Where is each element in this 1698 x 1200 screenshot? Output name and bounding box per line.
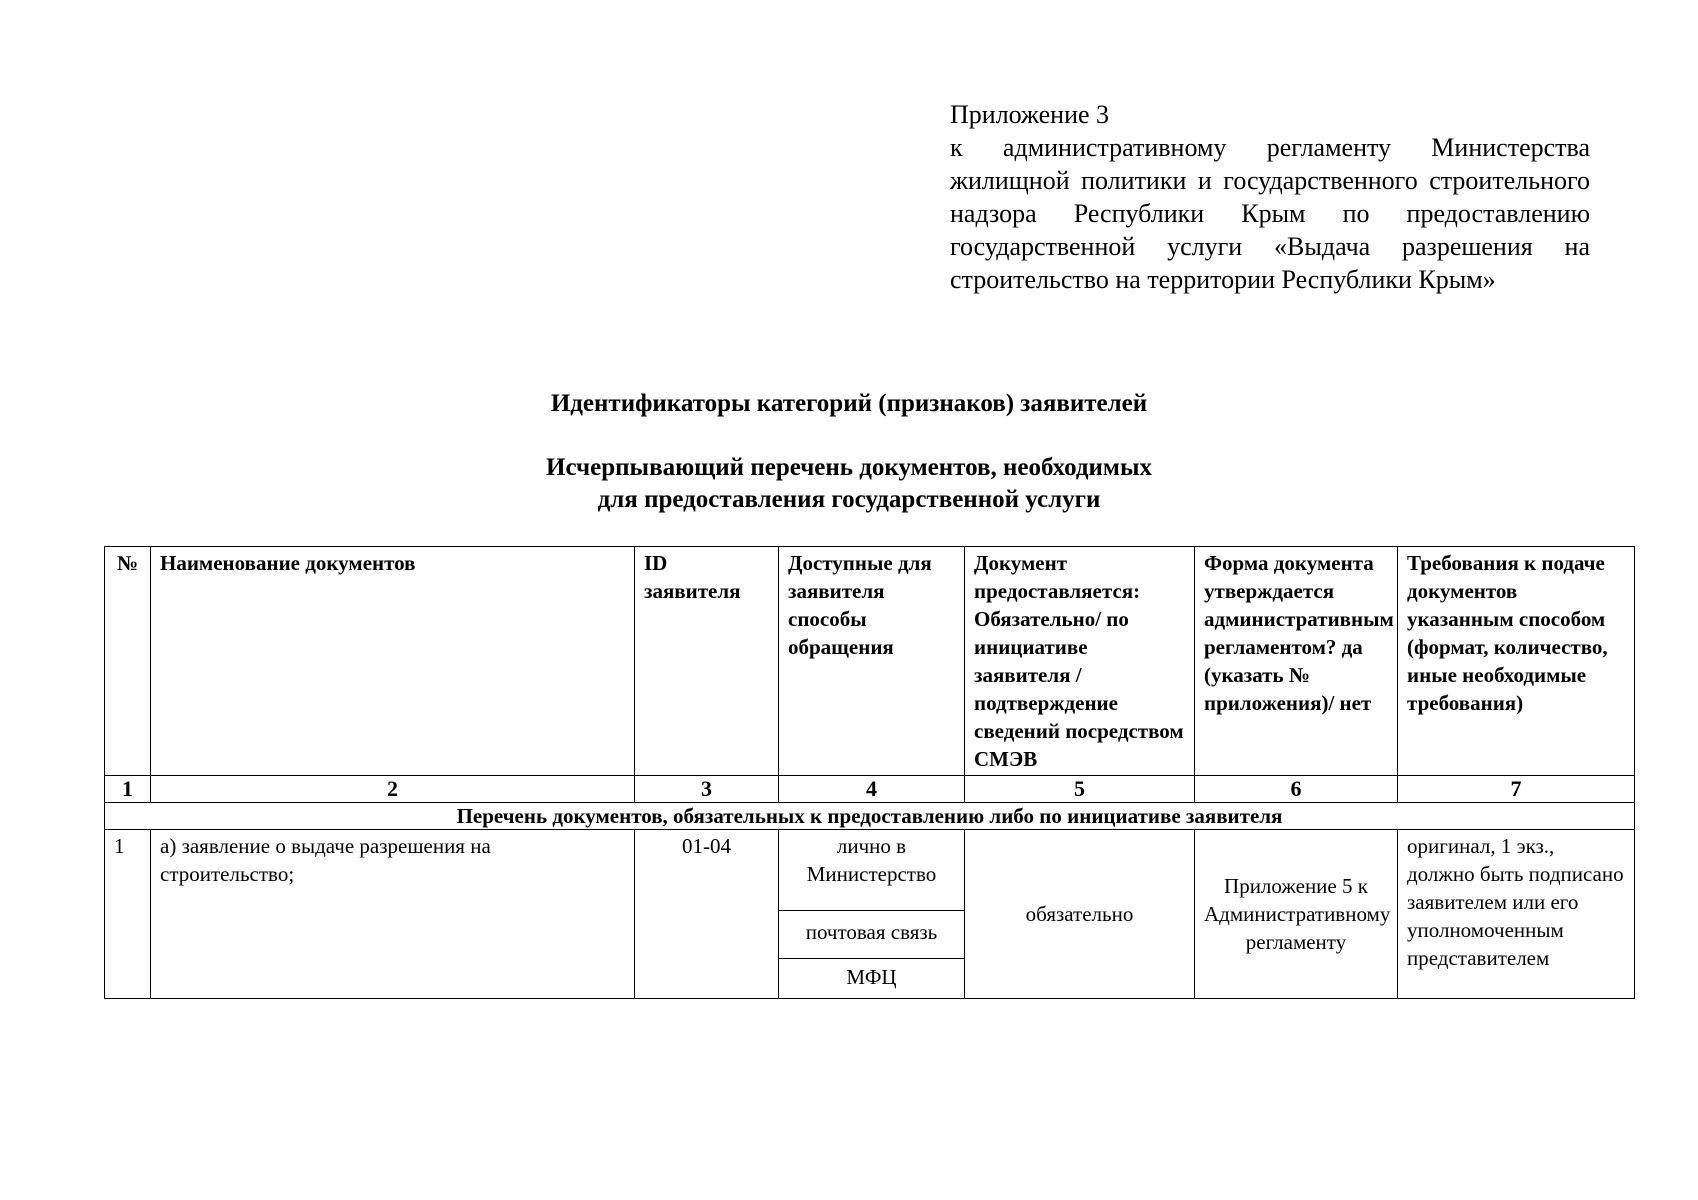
header-number: № — [105, 547, 151, 776]
row-number: 1 — [105, 830, 151, 999]
table-header-row — [105, 547, 1635, 776]
section-row — [105, 803, 1635, 830]
documents-heading-line2: для предоставления государственной услуги — [597, 486, 1101, 513]
requirements-value: оригинал, 1 экз., должно быть подписано заявителем или его уполномоченным представителем — [1398, 830, 1635, 999]
column-number: 1 — [105, 776, 151, 803]
documents-table — [104, 546, 1635, 999]
header-provision: Документ предоставляется: Обязательно/ по инициативе заявителя /подтверждение сведений посредством СМЭВ — [965, 547, 1195, 776]
header-requirements: Требования к подаче документов указанным способом (формат, количество, иные необходимые требования) — [1398, 547, 1635, 776]
method-in-person: лично в Министерство — [806, 834, 937, 886]
column-number: 4 — [779, 776, 965, 803]
section-title: Перечень документов, обязательных к предоставлению либо по инициативе заявителя — [105, 803, 1635, 830]
identifiers-heading: Идентификаторы категорий (признаков) заявителей — [550, 390, 1148, 417]
column-number: 6 — [1195, 776, 1398, 803]
header-form: Форма документа утверждается административным регламентом? да (указать № приложения)/ нет — [1195, 547, 1398, 776]
method-post: почтовая связь — [779, 910, 964, 958]
documents-heading-line1: Исчерпывающий перечень документов, необходимых — [546, 454, 1152, 481]
column-number: 3 — [635, 776, 779, 803]
column-number: 5 — [965, 776, 1195, 803]
method-mfc: МФЦ — [779, 958, 964, 998]
appendix-title: Приложение 3 — [950, 100, 1110, 129]
column-number: 7 — [1398, 776, 1635, 803]
header-applicant-id: ID заявителя — [635, 547, 779, 776]
form-value: Приложение 5 к Административному регламенту — [1195, 830, 1398, 999]
appendix-text: к административному регламенту Министерства жилищной политики и государственного строительного надзора Республики Крым по предоставлению государственной услуги «Выдача разрешения на строительство на территории Республики Крым» — [950, 133, 1590, 294]
appendix-block — [950, 98, 1590, 296]
column-number: 2 — [151, 776, 635, 803]
document-name: а) заявление о выдаче разрешения на строительство; — [151, 830, 635, 999]
table-row — [105, 830, 1635, 999]
methods-cell — [779, 830, 965, 999]
header-methods: Доступные для заявителя способы обращения — [779, 547, 965, 776]
applicant-id: 01-04 — [635, 830, 779, 999]
column-number-row — [105, 776, 1635, 803]
header-document-name: Наименование документов — [151, 547, 635, 776]
provision-value: обязательно — [965, 830, 1195, 999]
